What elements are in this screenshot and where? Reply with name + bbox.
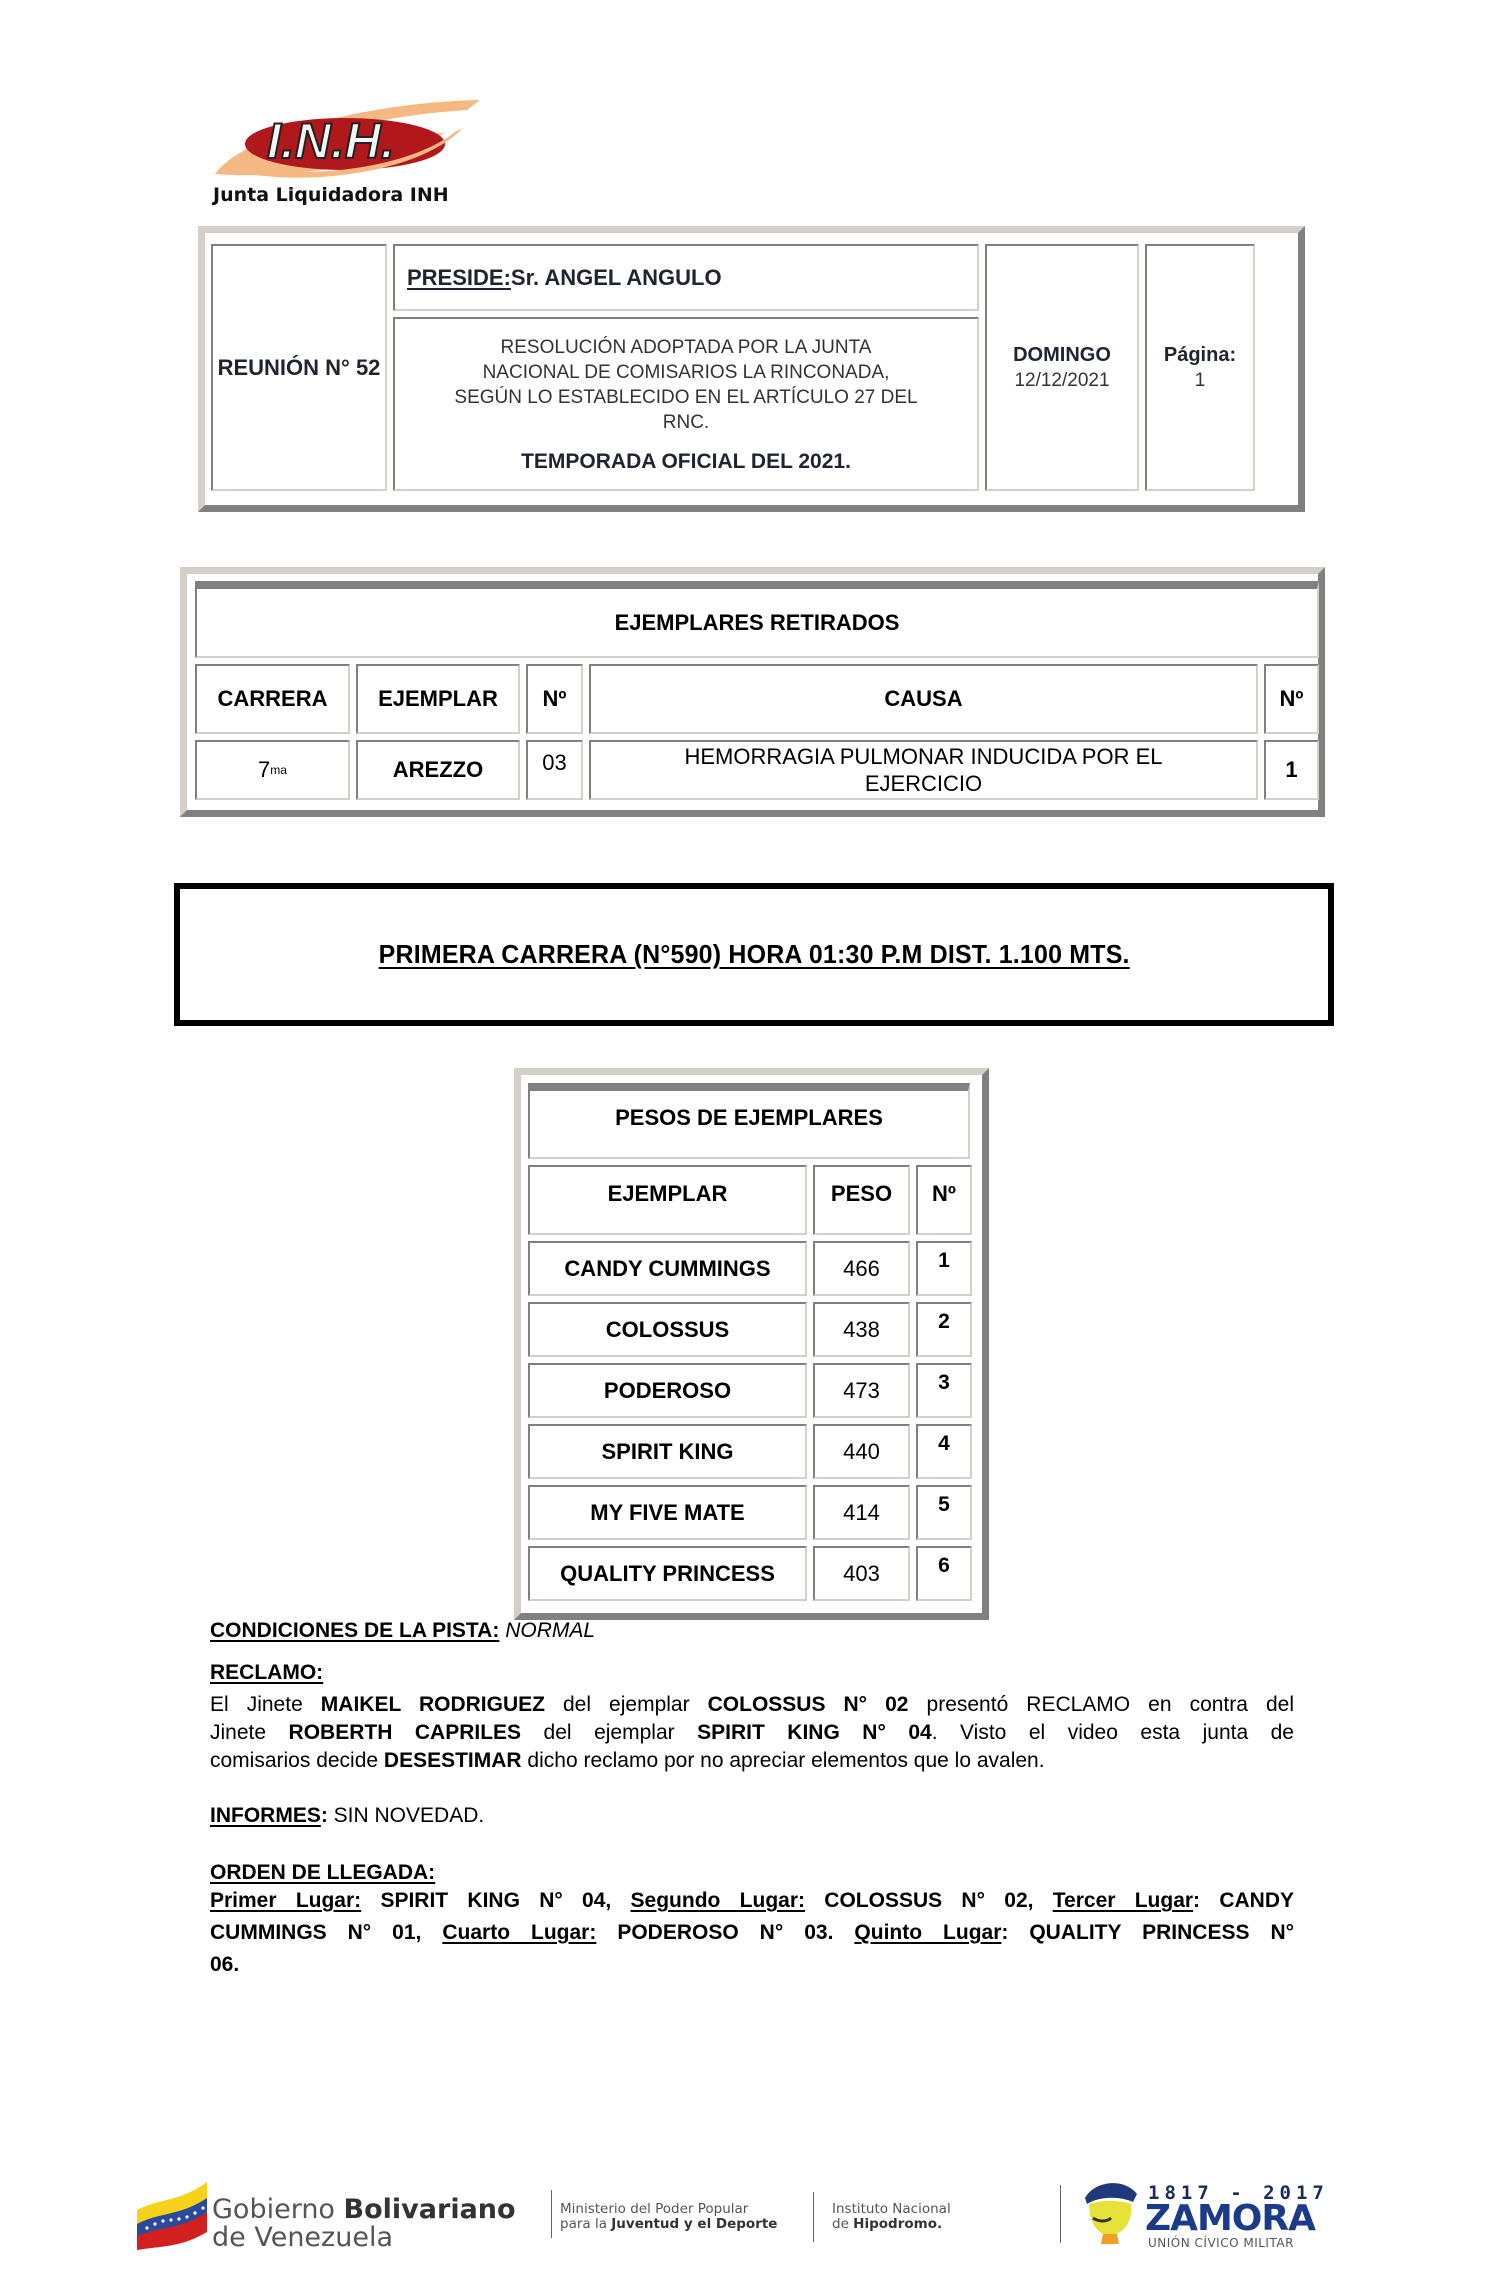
withdrawn-race: [195, 740, 350, 800]
horse-name: QUALITY PRINCESS: [528, 1546, 807, 1601]
race-ordinal: 7: [258, 757, 271, 782]
col-count: Nº: [1264, 664, 1319, 734]
claim-text-line-2: Jinete ROBERTH CAPRILES del ejemplar SPIRIT KING N° 04. Visto el video esta junta de: [210, 1721, 1294, 1744]
claim-text-line-1: El Jinete MAIKEL RODRIGUEZ del ejemplar COLOSSUS N° 02 presentó RECLAMO en contra del: [210, 1693, 1294, 1716]
institute-text: Instituto Nacional de Hipodromo.: [832, 2201, 951, 2232]
place-label: Quinto Lugar: [854, 1921, 1002, 1944]
ministry-text: Ministerio del Poder Popular para la Juventud y el Deporte: [560, 2201, 778, 2232]
withdrawn-horse: AREZZO: [356, 740, 520, 800]
horse-number: 1: [916, 1241, 972, 1296]
gov-line-1: Gobierno Bolivariano: [212, 2194, 516, 2225]
col-ejemplar: EJEMPLAR: [356, 664, 520, 734]
meeting-header-table: [198, 226, 1305, 512]
horse-name: SPIRIT KING: [528, 1424, 807, 1479]
horse-number: 4: [916, 1424, 972, 1479]
weights-title: PESOS DE EJEMPLARES: [528, 1083, 970, 1159]
zamora-word: ZAMORA: [1145, 2198, 1315, 2239]
col-ejemplar: EJEMPLAR: [528, 1165, 807, 1235]
season-title: TEMPORADA OFICIAL DEL 2021.: [521, 449, 851, 473]
race-ordinal-suffix: ma: [270, 763, 287, 777]
resolution-cell: [393, 317, 979, 491]
horse-number: 6: [916, 1546, 972, 1601]
inh-logo-icon: [205, 92, 485, 192]
claim-label: RECLAMO:: [210, 1661, 324, 1684]
withdrawn-title: EJEMPLARES RETIRADOS: [195, 581, 1319, 658]
zamora-years: 1817 - 2017: [1148, 2182, 1329, 2204]
arrival-line-3: 06.: [210, 1953, 240, 1976]
cause-line: EJERCICIO: [864, 771, 983, 796]
col-number: Nº: [526, 664, 583, 734]
horse-name: PODEROSO: [528, 1363, 807, 1418]
divider: [551, 2190, 552, 2238]
page-cell: [1145, 244, 1255, 491]
zamora-portrait-icon: [1075, 2176, 1145, 2246]
arrival-line-1: Primer Lugar: SPIRIT KING N° 04, Segundo Lugar: COLOSSUS N° 02, Tercer Lugar: CANDY: [210, 1889, 1294, 1912]
preside-cell: [393, 244, 979, 311]
resolution-line: RESOLUCIÓN ADOPTADA POR LA JUNTA: [500, 336, 872, 358]
resolution-line: RNC.: [662, 411, 710, 433]
horse-name: COLOSSUS: [528, 1302, 807, 1357]
arrival-label: ORDEN DE LLEGADA:: [210, 1861, 436, 1884]
reports-label: INFORMES: [210, 1804, 321, 1827]
day-label: DOMINGO: [1013, 343, 1111, 366]
resolution-line: NACIONAL DE COMISARIOS LA RINCONADA,: [482, 361, 890, 383]
col-number: Nº: [916, 1165, 972, 1235]
horse-number: 3: [916, 1363, 972, 1418]
weights-table: [514, 1068, 989, 1620]
horse-weight: 414: [813, 1485, 910, 1540]
race-banner: [174, 883, 1334, 1026]
inh-logo: [205, 92, 485, 192]
horse-weight: 466: [813, 1241, 910, 1296]
horse-name: CANDY CUMMINGS: [528, 1241, 807, 1296]
col-causa: CAUSA: [589, 664, 1258, 734]
divider: [1060, 2185, 1061, 2243]
divider: [813, 2192, 814, 2242]
horse-name: MY FIVE MATE: [528, 1485, 807, 1540]
track-conditions: [210, 1618, 595, 1644]
resolution-line: SEGÚN LO ESTABLECIDO EN EL ARTÍCULO 27 DEL: [454, 386, 918, 408]
track-label: CONDICIONES DE LA PISTA:: [210, 1619, 500, 1642]
claim-text-line-3: comisarios decide DESESTIMAR dicho reclamo por no apreciar elementos que lo avalen.: [210, 1749, 1045, 1772]
track-value: NORMAL: [499, 1619, 596, 1642]
page-number: 1: [1194, 369, 1206, 391]
zamora-subtitle: UNIÓN CÍVICO MILITAR: [1148, 2236, 1294, 2250]
place-label: Segundo Lugar:: [630, 1889, 805, 1912]
col-carrera: CARRERA: [195, 664, 350, 734]
horse-weight: 438: [813, 1302, 910, 1357]
horse-weight: 440: [813, 1424, 910, 1479]
place-label: Cuarto Lugar:: [442, 1921, 597, 1944]
withdrawn-count: 1: [1264, 740, 1319, 800]
col-peso: PESO: [813, 1165, 910, 1235]
footer-logos: [130, 2170, 1370, 2270]
cause-line: HEMORRAGIA PULMONAR INDUCIDA POR EL: [684, 744, 1163, 769]
race-title: PRIMERA CARRERA (N°590) HORA 01:30 P.M DIST. 1.100 MTS.: [378, 939, 1130, 969]
logo-caption: Junta Liquidadora INH: [213, 184, 449, 206]
date-cell: [985, 244, 1139, 491]
withdrawn-number: 03: [526, 740, 583, 800]
page-label: Página:: [1163, 343, 1237, 366]
withdrawn-table: [180, 567, 1325, 817]
date-value: 12/12/2021: [1014, 369, 1110, 391]
horse-number: 2: [916, 1302, 972, 1357]
place-label: Tercer Lugar: [1052, 1889, 1194, 1912]
preside-name: Sr. ANGEL ANGULO: [510, 264, 722, 290]
withdrawn-cause: [589, 740, 1258, 800]
horse-number: 5: [916, 1485, 972, 1540]
venezuela-flag-icon: [135, 2180, 210, 2250]
horse-weight: 403: [813, 1546, 910, 1601]
arrival-line-2: CUMMINGS N° 01, Cuarto Lugar: PODEROSO N° 03. Quinto Lugar: QUALITY PRINCESS N°: [210, 1921, 1295, 1944]
horse-weight: 473: [813, 1363, 910, 1418]
gov-line-2: de Venezuela: [212, 2222, 393, 2253]
reports-value: SIN NOVEDAD.: [327, 1804, 485, 1827]
svg-text:I.N.H.: I.N.H.: [267, 113, 395, 169]
reunion-number: REUNIÓN N° 52: [211, 244, 387, 491]
place-label: Primer Lugar:: [210, 1889, 362, 1912]
reports: INFORMES: SIN NOVEDAD.: [210, 1804, 485, 1827]
preside-label: PRESIDE:: [407, 264, 511, 290]
